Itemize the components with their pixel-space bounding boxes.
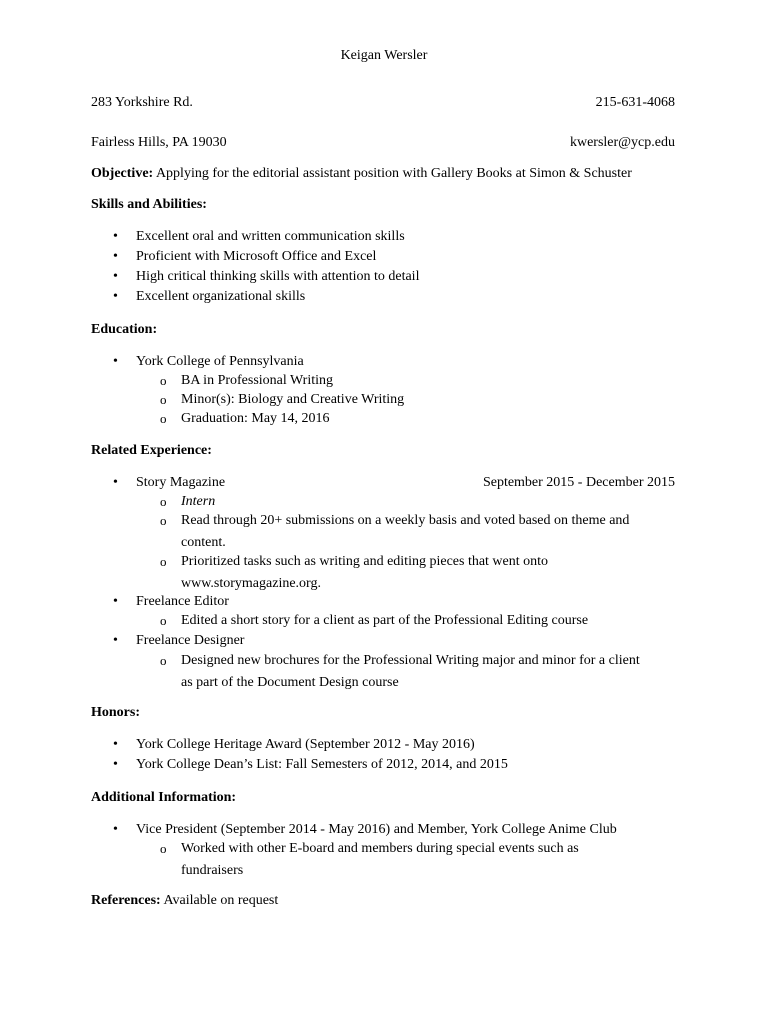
skill-item: High critical thinking skills with attention to detail bbox=[136, 269, 420, 284]
bullet-icon bbox=[113, 820, 118, 840]
bullet-icon bbox=[113, 287, 118, 307]
address-city: Fairless Hills, PA 19030 bbox=[91, 135, 227, 150]
honor-item: York College Heritage Award (September 2012 - May 2016) bbox=[136, 737, 475, 752]
experience-heading: Related Experience: bbox=[91, 443, 212, 458]
education-detail: Minor(s): Biology and Creative Writing bbox=[181, 392, 405, 407]
bullet-icon bbox=[113, 735, 118, 755]
skills-heading: Skills and Abilities: bbox=[91, 197, 207, 212]
job-duty-continued: as part of the Document Design course bbox=[181, 675, 399, 690]
sub-bullet-icon: o bbox=[160, 613, 167, 628]
email-address: kwersler@ycp.edu bbox=[569, 135, 675, 150]
job-duty: Designed new brochures for the Professional Writing major and minor for a client bbox=[181, 653, 640, 668]
bullet-icon bbox=[113, 247, 118, 267]
sub-bullet-icon: o bbox=[160, 392, 167, 407]
job-duty-continued: content. bbox=[181, 535, 226, 550]
sub-bullet-icon: o bbox=[160, 494, 167, 509]
objective-line bbox=[91, 164, 632, 184]
references-text: Available on request bbox=[163, 893, 279, 908]
education-heading: Education: bbox=[91, 322, 158, 337]
job-duty: Edited a short story for a client as part of the Professional Editing course bbox=[181, 613, 589, 628]
job-title: Freelance Designer bbox=[136, 633, 245, 648]
additional-heading: Additional Information: bbox=[91, 790, 237, 805]
job-title: Story Magazine bbox=[136, 475, 226, 490]
bullet-icon bbox=[113, 755, 118, 775]
education-detail: Graduation: May 14, 2016 bbox=[181, 411, 330, 426]
additional-detail: Worked with other E-board and members during special events such as bbox=[181, 841, 579, 856]
sub-bullet-icon: o bbox=[160, 373, 167, 388]
address-street: 283 Yorkshire Rd. bbox=[91, 95, 193, 110]
skill-item: Excellent organizational skills bbox=[136, 289, 306, 304]
objective-text: Applying for the editorial assistant position with Gallery Books at Simon & Schuster bbox=[155, 166, 632, 181]
sub-bullet-icon: o bbox=[160, 841, 167, 856]
additional-detail-continued: fundraisers bbox=[181, 863, 244, 878]
skill-item: Excellent oral and written communication skills bbox=[136, 229, 405, 244]
objective-label: Objective: bbox=[91, 166, 154, 181]
sub-bullet-icon: o bbox=[160, 411, 167, 426]
resume-name: Keigan Wersler bbox=[340, 48, 428, 63]
honors-heading: Honors: bbox=[91, 705, 140, 720]
sub-bullet-icon: o bbox=[160, 554, 167, 569]
job-duty: Prioritized tasks such as writing and editing pieces that went onto bbox=[181, 554, 549, 569]
bullet-icon bbox=[113, 267, 118, 287]
job-role: Intern bbox=[181, 494, 216, 509]
job-dates: September 2015 - December 2015 bbox=[482, 475, 675, 490]
sub-bullet-icon: o bbox=[160, 653, 167, 668]
references-line bbox=[91, 891, 278, 911]
skill-item: Proficient with Microsoft Office and Excel bbox=[136, 249, 377, 264]
job-duty: Read through 20+ submissions on a weekly basis and voted based on theme and bbox=[181, 513, 630, 528]
job-title: Freelance Editor bbox=[136, 594, 229, 609]
school-name: York College of Pennsylvania bbox=[136, 354, 304, 369]
honor-item: York College Dean’s List: Fall Semesters of 2012, 2014, and 2015 bbox=[136, 757, 508, 772]
additional-item: Vice President (September 2014 - May 2016) and Member, York College Anime Club bbox=[136, 822, 617, 837]
bullet-icon bbox=[113, 227, 118, 247]
bullet-icon bbox=[113, 352, 118, 372]
phone-number: 215-631-4068 bbox=[595, 95, 675, 110]
sub-bullet-icon: o bbox=[160, 513, 167, 528]
job-duty-continued: www.storymagazine.org. bbox=[181, 576, 321, 591]
bullet-icon bbox=[113, 631, 118, 651]
references-label: References: bbox=[91, 893, 161, 908]
education-detail: BA in Professional Writing bbox=[181, 373, 334, 388]
bullet-icon bbox=[113, 473, 118, 493]
bullet-icon bbox=[113, 592, 118, 612]
